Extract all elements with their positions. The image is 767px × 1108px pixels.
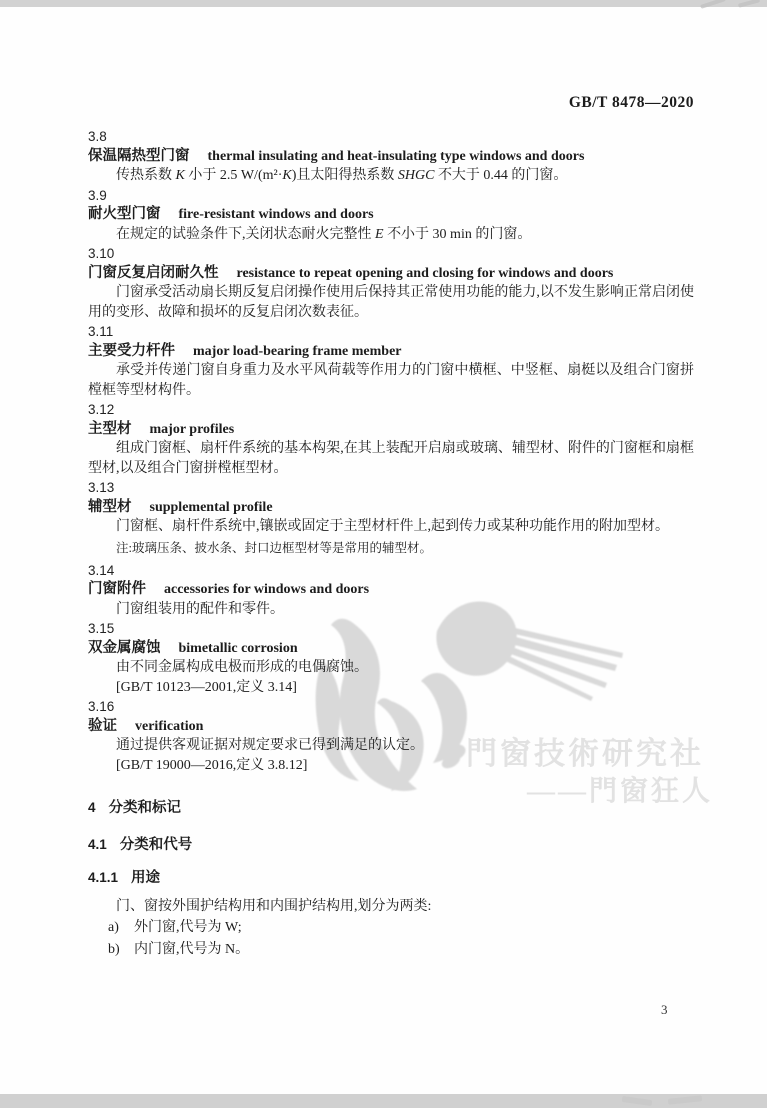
page-number: 3 [661, 1002, 668, 1017]
scan-artifact [738, 0, 760, 8]
list-item-text: 外门窗,代号为 W; [134, 920, 242, 935]
scan-edge-bottom [0, 1094, 767, 1108]
classification-list-item [88, 918, 694, 938]
definition-paragraph: 通过提供客观证据对规定要求已得到满足的认定。 [116, 738, 424, 753]
source-reference: [GB/T 10123—2001,定义 3.14] [116, 679, 297, 695]
term-heading [88, 717, 694, 737]
clause-4-number: 4 [88, 800, 96, 815]
definition-paragraph: 由不同金属构成电极而形成的电偶腐蚀。 [116, 660, 368, 675]
clause-4-1-heading [88, 835, 694, 856]
clause-number: 3.9 [88, 187, 107, 203]
term-english: bimetallic corrosion [178, 640, 298, 656]
definition-paragraph: 承受并传递门窗自身重力及水平风荷载等作用力的门窗中横框、中竖框、扇梃以及组合门窗拼樘框等型材构件。 [88, 363, 694, 398]
clause-number: 3.16 [88, 699, 115, 714]
clause-number: 3.15 [88, 621, 115, 636]
term-chinese: 辅型材 [88, 498, 132, 515]
classification-intro: 门、窗按外围护结构用和内围护结构用,划分为两类: [116, 898, 432, 914]
term-chinese: 主型材 [88, 420, 132, 437]
term-heading [88, 264, 694, 284]
clause-number: 3.13 [88, 480, 115, 495]
term-english: major load-bearing frame member [193, 343, 402, 359]
term-section [88, 322, 694, 400]
scan-artifact [668, 1095, 702, 1105]
definition-paragraph: 在规定的试验条件下,关闭状态耐火完整性 E 不小于 30 min 的门窗。 [116, 226, 532, 242]
watermark-text-line2: ——門窗狂人 [527, 776, 714, 807]
list-item-label: b) [108, 941, 120, 957]
term-section [88, 478, 694, 557]
term-english: thermal insulating and heat-insulating type windows and doors [207, 148, 585, 164]
term-heading [88, 342, 694, 362]
term-english: verification [135, 718, 204, 734]
clause-4-1-1-title: 用途 [131, 870, 161, 886]
term-section [88, 186, 694, 245]
term-section [88, 244, 694, 322]
watermark-text-line1: 門窗技術研究社 [466, 736, 704, 771]
term-heading [88, 147, 694, 167]
clause-4-title: 分类和标记 [108, 800, 182, 816]
definition-note: 注:玻璃压条、披水条、封口边框型材等是常用的辅型材。 [116, 540, 432, 555]
clause-4-heading [88, 798, 694, 819]
term-english: resistance to repeat opening and closing for windows and doors [236, 265, 614, 281]
list-item-text: 内门窗,代号为 N。 [134, 941, 250, 957]
term-section [88, 619, 694, 697]
term-heading [88, 639, 694, 659]
classification-list-item [88, 940, 694, 960]
source-reference: [GB/T 19000—2016,定义 3.8.12] [116, 757, 308, 773]
scan-artifact [700, 0, 726, 9]
clause-number: 3.11 [88, 324, 114, 339]
document-content [88, 127, 694, 959]
term-chinese: 门窗反复启闭耐久性 [88, 264, 219, 281]
term-chinese: 验证 [88, 717, 117, 734]
term-section [88, 127, 694, 186]
clause-number: 3.12 [88, 402, 115, 417]
term-chinese: 双金属腐蚀 [88, 639, 161, 656]
standard-number-header: GB/T 8478—2020 [568, 94, 694, 111]
term-english: fire-resistant windows and doors [178, 207, 374, 222]
scan-artifact [622, 1096, 653, 1106]
term-heading [88, 205, 694, 225]
clause-4-1-number: 4.1 [88, 836, 107, 852]
definition-paragraph: 传热系数 K 小于 2.5 W/(m²·K)且太阳得热系数 SHGC 不大于 0.44 的门窗。 [116, 168, 568, 183]
clause-4-1-title: 分类和代号 [119, 836, 193, 853]
clause-number: 3.14 [88, 562, 115, 578]
term-heading [88, 580, 694, 600]
term-section [88, 561, 694, 620]
clause-4-1-1-heading [88, 868, 694, 889]
definition-paragraph: 门窗组装用的配件和零件。 [116, 601, 284, 617]
term-chinese: 耐火型门窗 [88, 206, 161, 222]
term-english: supplemental profile [149, 499, 273, 515]
list-item-label: a) [108, 920, 119, 935]
definition-paragraph: 组成门窗框、扇杆件系统的基本构架,在其上装配开启扇或玻璃、辅型材、附件的门窗框和扇框型材,以及组合门窗拼樘框型材。 [88, 441, 694, 476]
clause-number: 3.10 [88, 246, 115, 261]
term-chinese: 门窗附件 [88, 581, 146, 597]
term-section [88, 697, 694, 775]
term-chinese: 保温隔热型门窗 [88, 147, 190, 164]
term-heading [88, 420, 694, 440]
definition-paragraph: 门窗框、扇杆件系统中,镶嵌或固定于主型材杆件上,起到传力或某种功能作用的附加型材。 [116, 519, 669, 534]
term-section [88, 400, 694, 478]
clause-4-1-1-number: 4.1.1 [88, 870, 119, 885]
term-english: accessories for windows and doors [164, 582, 370, 597]
scan-edge-top [0, 0, 767, 7]
term-english: major profiles [149, 421, 235, 437]
definition-paragraph: 门窗承受活动扇长期反复启闭操作使用后保持其正常使用功能的能力,以不发生影响正常启闭使用的变形、故障和损坏的反复启闭次数表征。 [88, 285, 694, 320]
term-chinese: 主要受力杆件 [88, 342, 175, 359]
clause-number: 3.8 [88, 129, 107, 144]
term-heading [88, 498, 694, 518]
